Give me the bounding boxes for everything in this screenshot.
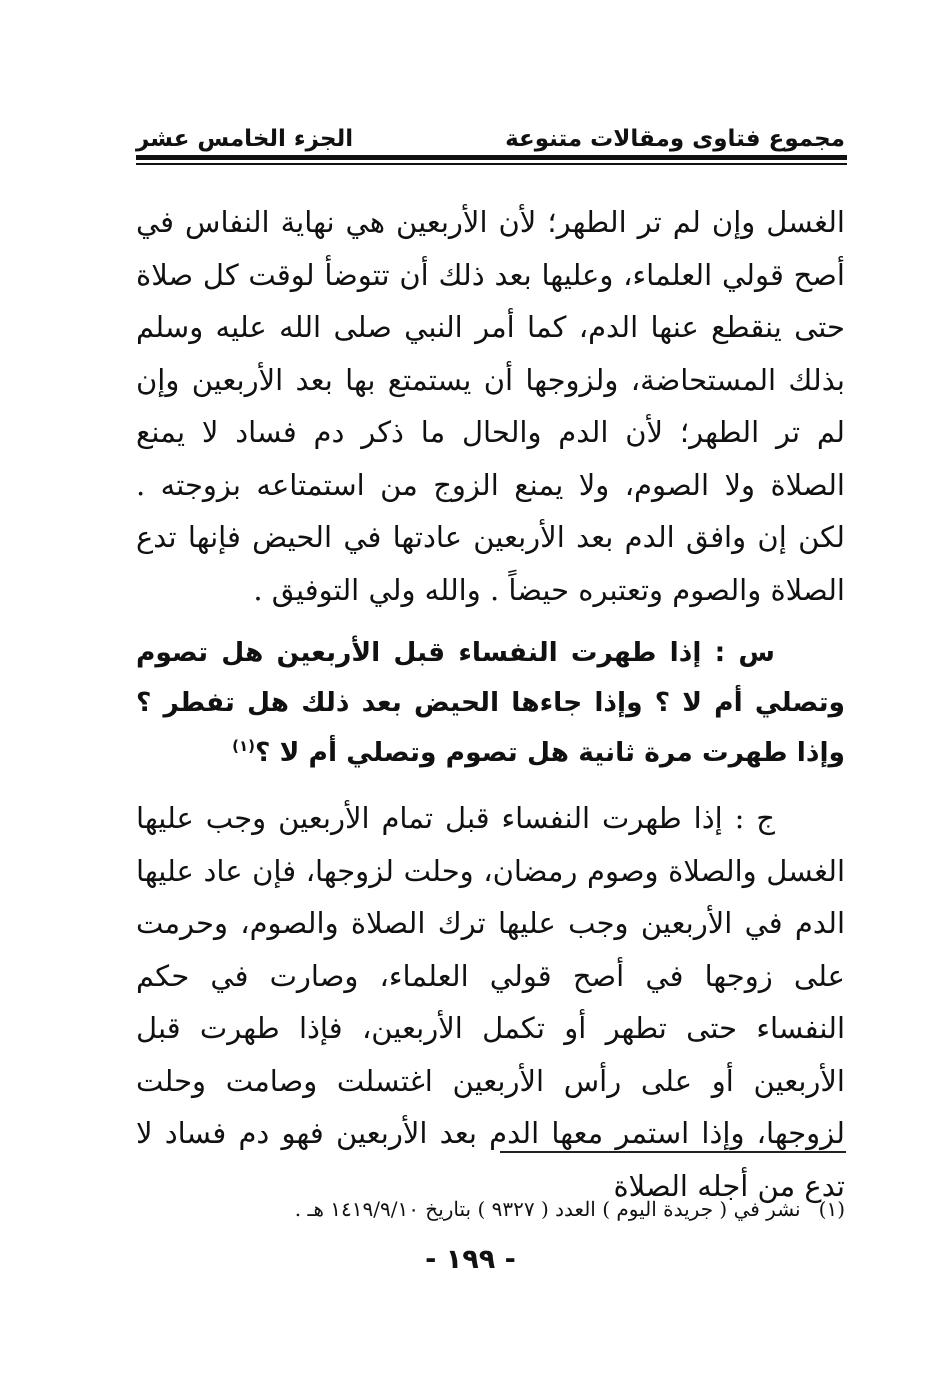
- footnote-separator: [500, 1151, 846, 1153]
- footnote-reference: (١): [232, 737, 255, 756]
- answer-paragraph: ج : إذا طهرت النفساء قبل تمام الأربعين وجب عليها الغسل والصلاة وصوم رمضان، وحلت لزوجها، فإن عاد عليها الدم في الأربعين وجب عليها ترك الصلاة والصوم، وحرمت على زوجها في أصح قولي العلماء، وصارت في حكم النفساء حتى تطهر أو تكمل الأربعين، فإذا طهرت قبل الأربعين أو على رأس الأربعين اغتسلت وصامت وحلت لزوجها، وإذا استمر معها الدم بعد الأربعين فهو دم فساد لا تدع من أجله الصلاة: [136, 801, 845, 1203]
- volume-title: الجزء الخامس عشر: [136, 126, 354, 152]
- book-title: مجموع فتاوى ومقالات متنوعة: [505, 126, 845, 152]
- footnote-number: (١): [818, 1197, 845, 1221]
- paragraph-continuation: الغسل وإن لم تر الطهر؛ لأن الأربعين هي نهاية النفاس في أصح قولي العلماء، وعليها بعد ذلك أن تتوضأ لوقت كل صلاة حتى ينقطع عنها الدم، كما أمر النبي صلى الله عليه وسلم بذلك المستحاضة، ولزوجها أن يستمتع بها بعد الأربعين وإن لم تر الطهر؛ لأن الدم والحال ما ذكر دم فساد لا يمنع الصلاة ولا الصوم، ولا يمنع الزوج من استمتاعه بزوجته . لكن إن وافق الدم بعد الأربعين عادتها في الحيض فإنها تدع الصلاة والصوم وتعتبره حيضاً . والله ولي التوفيق .: [136, 205, 845, 607]
- header-rule-thick: [136, 155, 847, 160]
- footnote-text: نشر في ( جريدة اليوم ) العدد ( ٩٣٢٧ ) بتاريخ ١٤١٩/٩/١٠ هـ .: [294, 1197, 801, 1221]
- footnote: [136, 1194, 845, 1224]
- header-rule-thin: [136, 163, 847, 165]
- body-text: [136, 196, 845, 1212]
- page-number: - ١٩٩ -: [425, 1244, 516, 1275]
- question-paragraph: [136, 628, 845, 778]
- question-text: س : إذا طهرت النفساء قبل الأربعين هل تصوم وتصلي أم لا ؟ وإذا جاءها الحيض بعد ذلك هل تفطر ؟ وإذا طهرت مرة ثانية هل تصوم وتصلي أم لا ؟: [136, 637, 845, 768]
- running-header: [136, 112, 845, 152]
